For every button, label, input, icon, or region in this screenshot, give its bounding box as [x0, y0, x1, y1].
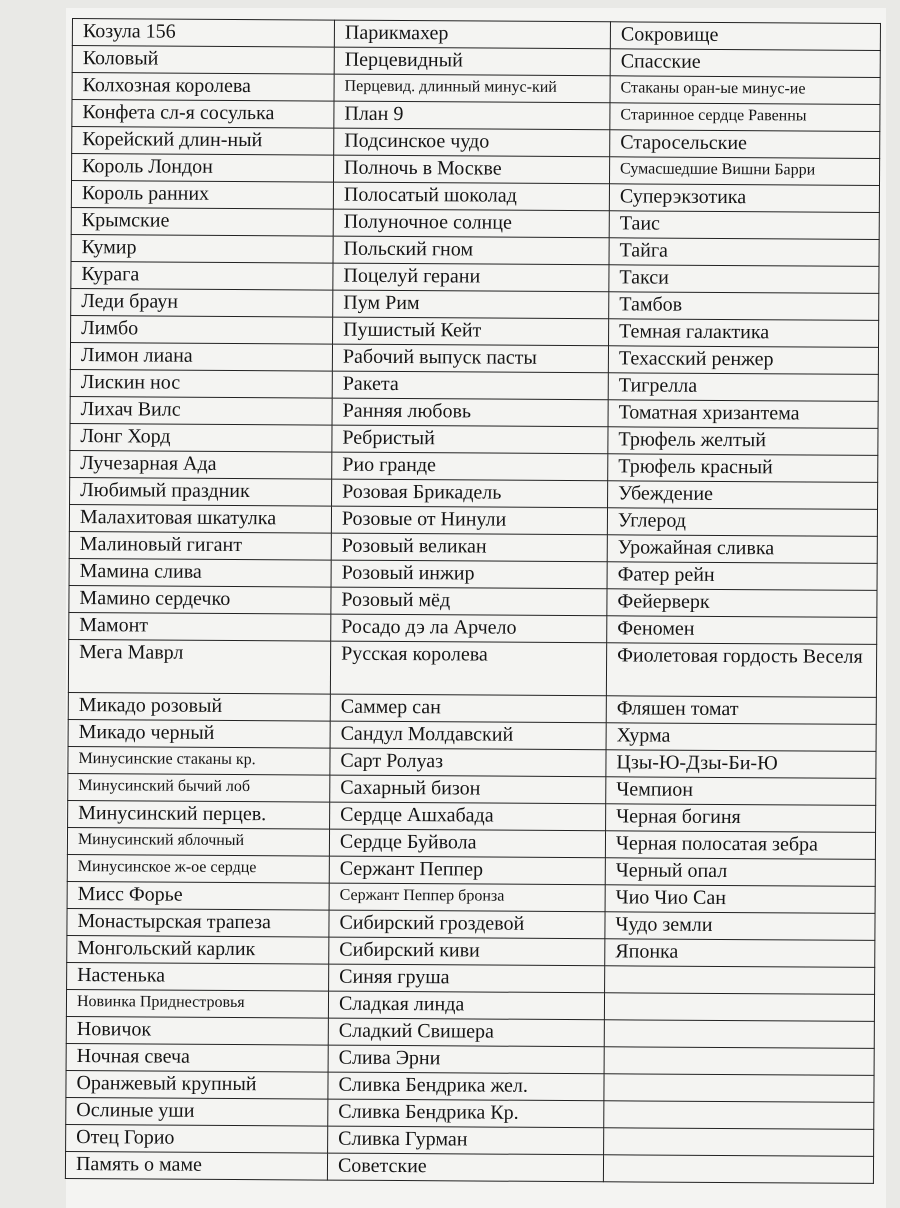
table-cell-col1: Отец Горио — [66, 1124, 328, 1153]
table-cell-col2: План 9 — [334, 101, 610, 130]
table-cell-col3: Чудо земли — [605, 912, 875, 941]
table-cell-col2: Ракета — [332, 371, 608, 400]
table-cell-col2: Сердце Ашхабада — [330, 802, 606, 831]
table-cell-col1: Новичок — [66, 1016, 328, 1045]
table-cell-col1: Козула 156 — [72, 19, 334, 48]
table-cell-col2: Подсинское чудо — [334, 128, 610, 157]
table-cell-col3: Урожайная сливка — [607, 535, 877, 564]
table-cell-col1: Минусинский яблочный — [67, 827, 329, 856]
table-cell-col3 — [604, 1101, 874, 1130]
table-cell-col2: Сарт Ролуаз — [330, 748, 606, 777]
table-cell-col1: Любимый праздник — [70, 477, 332, 506]
table-cell-col1: Монастырская трапеза — [67, 908, 329, 937]
table-cell-col2: Розовый мёд — [331, 587, 607, 616]
table-body — [65, 19, 880, 1184]
table-cell-col3: Японка — [605, 939, 875, 968]
table-cell-col1: Память о маме — [65, 1151, 327, 1180]
table-cell-col1: Микадо розовый — [68, 692, 330, 721]
table-cell-col2: Рабочий выпуск пасты — [332, 344, 608, 373]
table-cell-col2: Ребристый — [332, 425, 608, 454]
table-cell-col3 — [604, 1047, 874, 1076]
table-cell-col3 — [604, 1020, 874, 1049]
table-cell-col3: Трюфель красный — [608, 454, 878, 483]
table-cell-col3: Старинное сердце Равенны — [610, 103, 880, 132]
table-cell-col3: Сокровище — [610, 22, 880, 51]
table-cell-col2: Розовая Брикадель — [332, 479, 608, 508]
table-cell-col3: Чио Чио Сан — [605, 885, 875, 914]
table-cell-col1: Лонг Хорд — [70, 423, 332, 452]
table-cell-col3: Хурма — [606, 723, 876, 752]
table-cell-col1: Лимон лиана — [70, 342, 332, 371]
table-cell-col3: Черная богиня — [606, 804, 876, 833]
table-cell-col2: Парикмахер — [334, 20, 610, 49]
table-cell-col2: Сливка Гурман — [328, 1126, 604, 1155]
table-cell-col2: Розовый инжир — [331, 560, 607, 589]
table-cell-col2: Сердце Буйвола — [329, 829, 605, 858]
table-cell-col3: Спасские — [610, 49, 880, 78]
table-cell-col1: Лихач Вилс — [70, 396, 332, 425]
table-cell-col1: Лучезарная Ада — [70, 450, 332, 479]
table-cell-col1: Курага — [71, 261, 333, 290]
table-cell-col3 — [604, 993, 874, 1022]
table-cell-col3: Тигрелла — [608, 373, 878, 402]
table-cell-col2: Пум Рим — [333, 290, 609, 319]
table-cell-col1: Минусинский бычий лоб — [68, 773, 330, 802]
variety-table — [65, 18, 881, 1184]
table-cell-col3: Феномен — [607, 616, 877, 645]
table-cell-col1: Мамина слива — [69, 558, 331, 587]
table-cell-col1: Король ранних — [71, 181, 333, 210]
table-cell-col3 — [605, 966, 875, 995]
table-cell-col1: Мамонт — [69, 612, 331, 641]
table-cell-col3: Тамбов — [609, 292, 879, 321]
table-cell-col2: Сахарный бизон — [330, 775, 606, 804]
table-cell-col2: Сержант Пеппер — [329, 856, 605, 885]
table-cell-col3 — [603, 1155, 873, 1184]
table-cell-col3: Томатная хризантема — [608, 400, 878, 429]
table-cell-col1: Оранжевый крупный — [66, 1070, 328, 1099]
table-cell-col2: Сливка Бендрика Кр. — [328, 1099, 604, 1128]
table-cell-col3: Такси — [609, 265, 879, 294]
table-cell-col1: Ночная свеча — [66, 1043, 328, 1072]
table-cell-col3: Трюфель желтый — [608, 427, 878, 456]
table-cell-col2: Сибирский гроздевой — [329, 910, 605, 939]
table-cell-col2: Полосатый шоколад — [333, 182, 609, 211]
table-cell-col1: Мега Маврл — [68, 639, 330, 694]
table-cell-col3: Цзы-Ю-Дзы-Би-Ю — [606, 750, 876, 779]
table-cell-col1: Микадо черный — [68, 719, 330, 748]
table-cell-col2: Сержант Пеппер бронза — [329, 883, 605, 912]
table-cell-col1: Лимбо — [71, 315, 333, 344]
table-cell-col1: Коловый — [72, 46, 334, 75]
table-cell-col1: Минусинские стаканы кр. — [68, 746, 330, 775]
table-cell-col2: Слива Эрни — [328, 1045, 604, 1074]
table-cell-col1: Конфета сл-я сосулька — [72, 100, 334, 129]
table-cell-col2: Саммер сан — [330, 694, 606, 723]
table-cell-col2: Русская королева — [330, 641, 606, 696]
table-cell-col2: Полуночное солнце — [333, 209, 609, 238]
table-cell-col3: Углерод — [607, 508, 877, 537]
table-cell-col1: Мамино сердечко — [69, 585, 331, 614]
table-cell-col1: Малахитовая шкатулка — [69, 504, 331, 533]
table-cell-col2: Поцелуй герани — [333, 263, 609, 292]
table-cell-col2: Сандул Молдавский — [330, 721, 606, 750]
table-cell-col1: Леди браун — [71, 288, 333, 317]
table-cell-col3 — [604, 1128, 874, 1157]
table-cell-col1: Кумир — [71, 234, 333, 263]
table-cell-col3: Фляшен томат — [606, 696, 876, 725]
table-cell-col3: Таис — [609, 211, 879, 240]
table-cell-col2: Перцевидный — [334, 47, 610, 76]
table-cell-col2: Советские — [327, 1153, 603, 1182]
table-cell-col2: Пушистый Кейт — [333, 317, 609, 346]
table-cell-col2: Сибирский киви — [329, 937, 605, 966]
table-cell-col2: Польский гном — [333, 236, 609, 265]
table-cell-col1: Малиновый гигант — [69, 531, 331, 560]
table-cell-col1: Король Лондон — [72, 154, 334, 183]
table-cell-col1: Новинка Приднестровья — [66, 989, 328, 1018]
table-cell-col2: Перцевид. длинный минус-кий — [334, 74, 610, 103]
table-cell-col2: Рио гранде — [332, 452, 608, 481]
table-cell-col2: Синяя груша — [329, 964, 605, 993]
table-cell-col1: Минусинский перцев. — [68, 800, 330, 829]
table-cell-col2: Сливка Бендрика жел. — [328, 1072, 604, 1101]
table-cell-col3: Сумасшедшие Вишни Барри — [609, 157, 879, 186]
table-cell-col2: Розовый великан — [331, 533, 607, 562]
table-cell-col3: Стаканы оран-ые минус-ие — [610, 76, 880, 105]
table-cell-col3: Чемпион — [606, 777, 876, 806]
table-cell-col2: Ранняя любовь — [332, 398, 608, 427]
table-cell-col1: Крымские — [71, 207, 333, 236]
table-cell-col2: Росадо дэ ла Арчело — [331, 614, 607, 643]
table-cell-col3: Старосельские — [610, 130, 880, 159]
table-cell-col1: Настенька — [67, 962, 329, 991]
table-cell-col1: Корейский длин-ный — [72, 127, 334, 156]
table-cell-col2: Розовые от Нинули — [331, 506, 607, 535]
table-cell-col3: Фатер рейн — [607, 562, 877, 591]
table-cell-col3: Черный опал — [605, 858, 875, 887]
table-cell-col3: Убеждение — [608, 481, 878, 510]
table-cell-col3: Тайга — [609, 238, 879, 267]
table-cell-col1: Монгольский карлик — [67, 935, 329, 964]
table-cell-col3: Темная галактика — [609, 319, 879, 348]
table-row — [65, 1151, 873, 1183]
table-cell-col1: Лискин нос — [70, 369, 332, 398]
table-cell-col3: Черная полосатая зебра — [605, 831, 875, 860]
table-cell-col3: Фейерверк — [607, 589, 877, 618]
table-cell-col3: Суперэкзотика — [609, 184, 879, 213]
table-cell-col2: Полночь в Москве — [334, 155, 610, 184]
table-cell-col3: Техасский ренжер — [608, 346, 878, 375]
table-cell-col3: Фиолетовая гордость Веселя — [606, 643, 876, 698]
table-cell-col3 — [604, 1074, 874, 1103]
table-cell-col1: Минусинское ж-ое сердце — [67, 854, 329, 883]
table-row — [68, 639, 876, 697]
table-cell-col1: Мисс Форье — [67, 881, 329, 910]
table-cell-col2: Сладкая линда — [328, 991, 604, 1020]
table-cell-col2: Сладкий Свишера — [328, 1018, 604, 1047]
table-cell-col1: Колхозная королева — [72, 73, 334, 102]
table-cell-col1: Ослиные уши — [66, 1097, 328, 1126]
